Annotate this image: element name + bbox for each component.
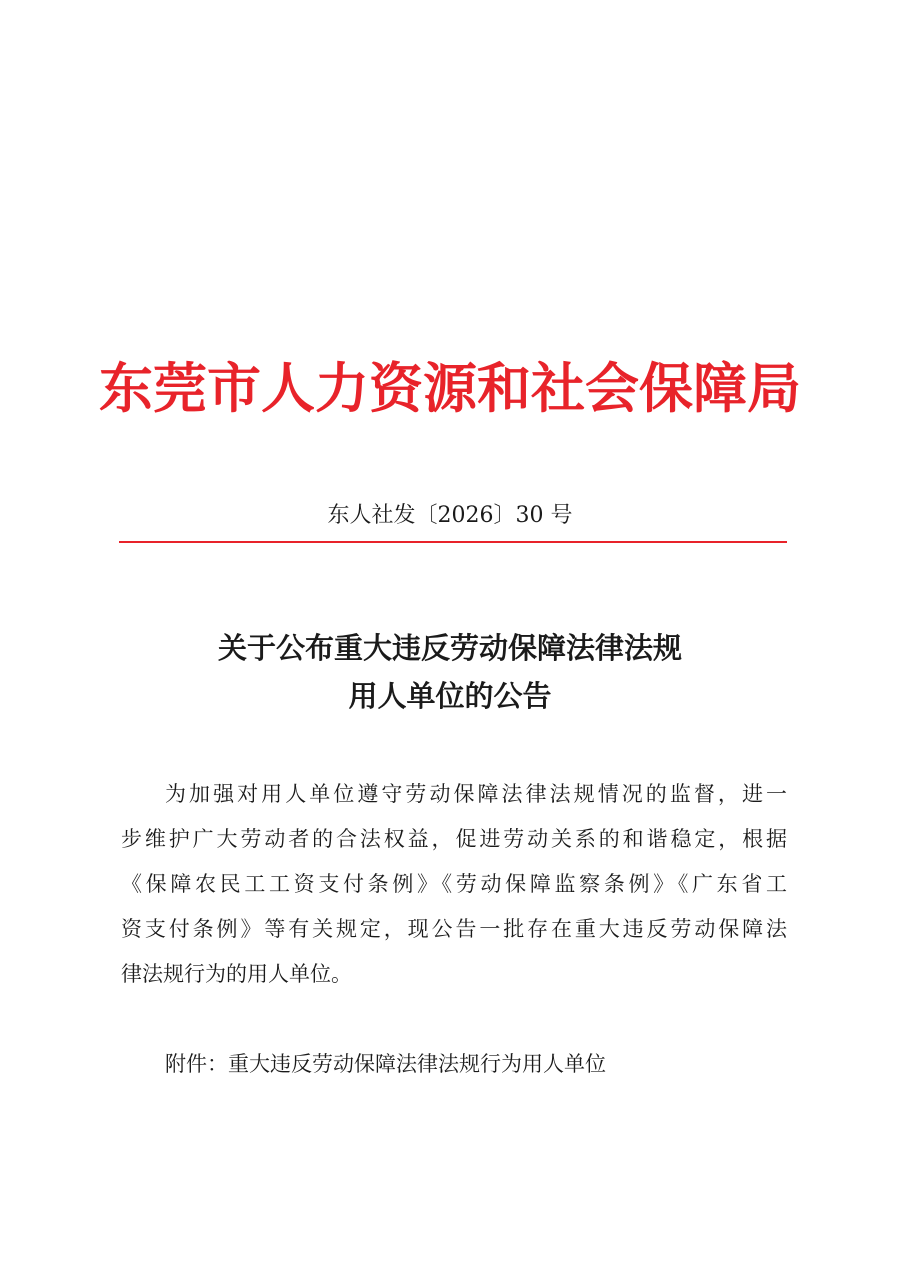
title-line-1: 关于公布重大违反劳动保障法律法规 <box>217 631 682 665</box>
document-number: 东人社发〔2026〕30 号 <box>327 503 573 528</box>
body-paragraph <box>121 772 787 997</box>
body-line-3: 《保障农民工工资支付条例》《劳动保障监察条例》《广东省工 <box>121 872 787 896</box>
body-line-4: 资支付条例》等有关规定，现公告一批存在重大违反劳动保障法 <box>121 917 787 941</box>
body-line-1: 为加强对用人单位遵守劳动保障法律法规情况的监督，进一 <box>165 782 787 806</box>
red-header-rule <box>119 541 787 543</box>
attachment-note: 附件：重大违反劳动保障法律法规行为用人单位 <box>165 1052 606 1076</box>
issuing-agency-header: 东莞市人力资源和社会保障局 <box>99 356 801 420</box>
document-title <box>0 624 900 720</box>
title-line-2: 用人单位的公告 <box>348 679 552 713</box>
body-line-5: 律法规行为的用人单位。 <box>121 962 352 986</box>
body-line-2: 步维护广大劳动者的合法权益，促进劳动关系的和谐稳定，根据 <box>121 827 787 851</box>
